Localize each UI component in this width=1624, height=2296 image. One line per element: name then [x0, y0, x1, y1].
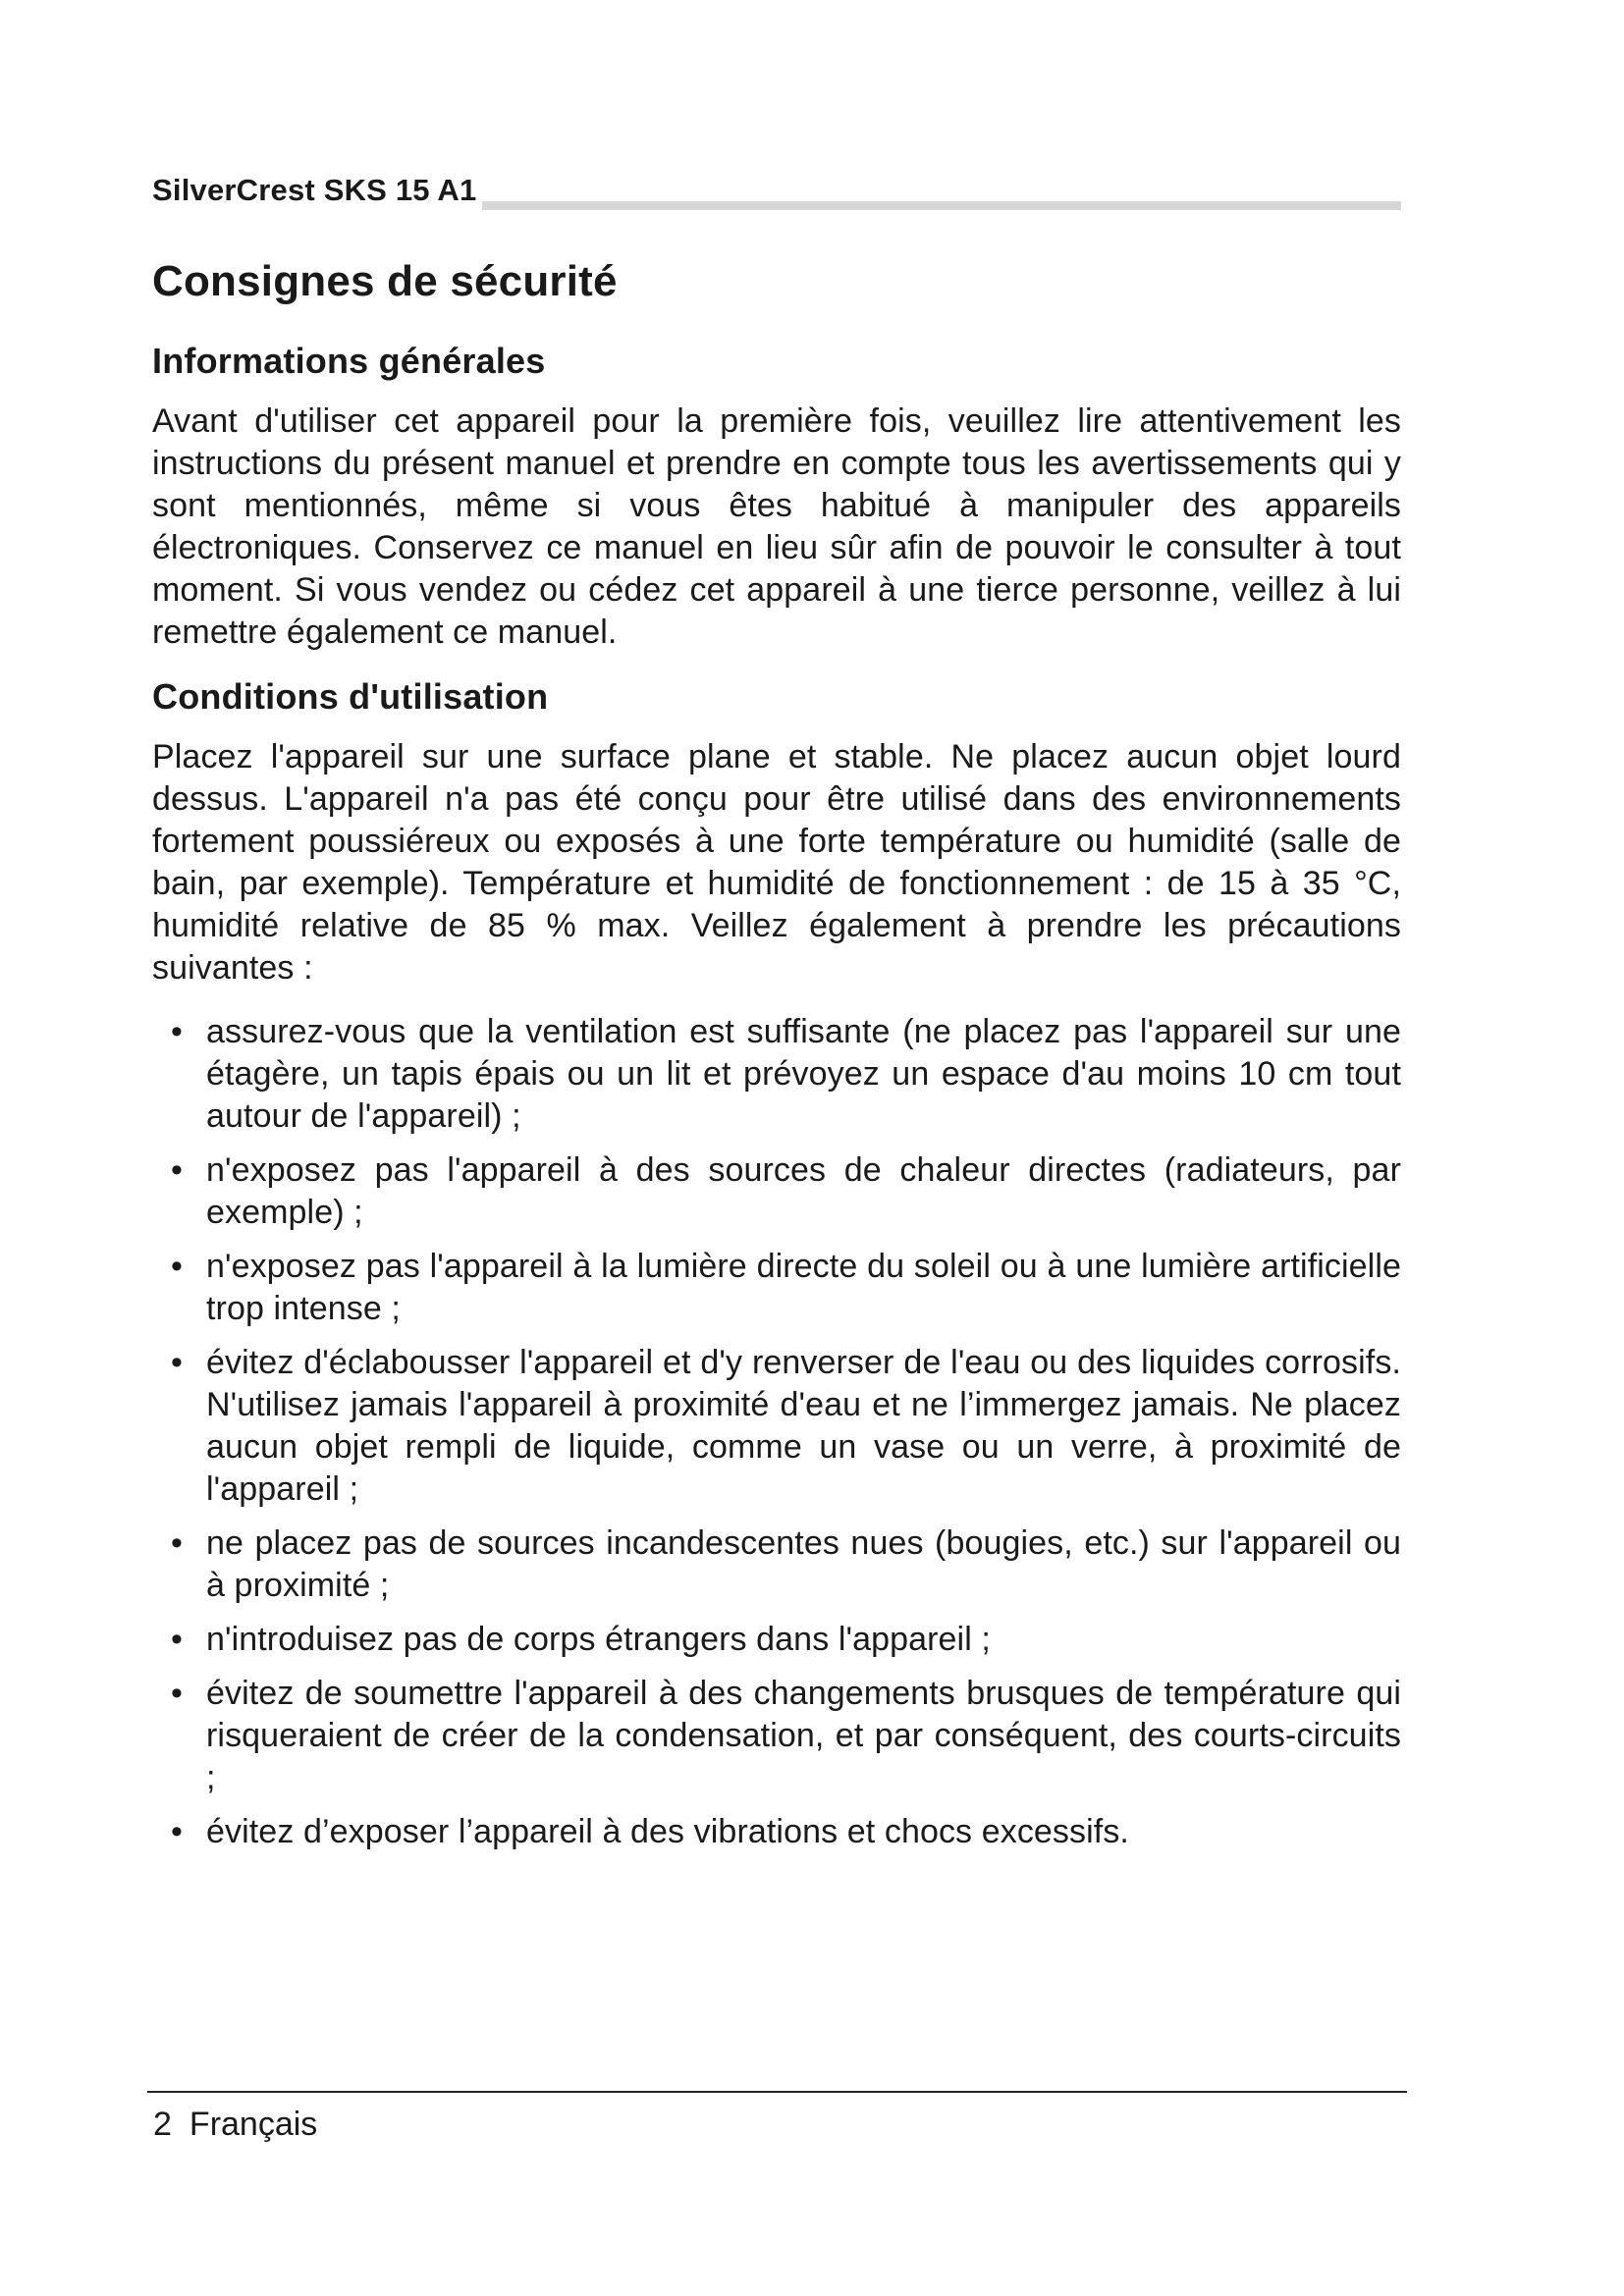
list-item — [152, 1673, 1401, 1799]
page-content — [152, 253, 1401, 1865]
list-item — [152, 1522, 1401, 1607]
precautions-list — [152, 1011, 1401, 1853]
list-item — [152, 1342, 1401, 1511]
section-heading-conditions: Conditions d'utilisation — [152, 676, 549, 717]
bullet-icon: • — [170, 1621, 183, 1658]
section-general-information — [152, 340, 1401, 654]
bullet-icon: • — [170, 1151, 183, 1189]
page-header — [152, 169, 1401, 216]
paragraph-conditions: Placez l'appareil sur une surface plane et stable. Ne placez aucun objet lourd dessus. L'appareil n'a pas été conçu pour être utilisé dans des environnements fortement poussiéreux ou exposés à une forte température ou humidité (salle de bain, par exemple). Température et humidité de fonctionnement : de 15 à 35 °C, humidité relative de 85 % max. Veillez également à prendre les précautions suivantes : — [152, 738, 1401, 987]
list-item — [152, 1811, 1401, 1853]
page-footer — [147, 2091, 1407, 2146]
section-conditions-of-use — [152, 675, 1401, 1853]
bullet-icon: • — [170, 1813, 183, 1850]
list-item — [152, 1619, 1401, 1661]
product-name: SilverCrest SKS 15 A1 — [152, 171, 482, 210]
list-item-text: n'introduisez pas de corps étrangers dans l'appareil ; — [206, 1621, 991, 1658]
list-item-text: évitez de soumettre l'appareil à des changements brusques de température qui risqueraient de créer de la condensation, et par conséquent, des courts-circuits ; — [206, 1675, 1401, 1796]
bullet-icon: • — [170, 1344, 183, 1381]
list-item — [152, 1011, 1401, 1138]
list-item-text: assurez-vous que la ventilation est suffisante (ne placez pas l'appareil sur une étagère, un tapis épais ou un lit et prévoyez un espace d'au moins 10 cm tout autour de l'appareil) ; — [206, 1013, 1401, 1135]
list-item — [152, 1149, 1401, 1234]
bullet-icon: • — [170, 1248, 183, 1285]
list-item-text: n'exposez pas l'appareil à des sources de chaleur directes (radiateurs, par exemple) ; — [206, 1151, 1401, 1231]
bullet-icon: • — [170, 1675, 183, 1712]
paragraph-general: Avant d'utiliser cet appareil pour la première fois, veuillez lire attentivement les instructions du présent manuel et prendre en compte tous les avertissements qui y sont mentionnés, même si vous êtes habitué à manipuler des appareils électroniques. Conservez ce manuel en lieu sûr afin de pouvoir le consulter à tout moment. Si vous vendez ou cédez cet appareil à une tierce personne, veillez à lui remettre également ce manuel. — [152, 402, 1401, 651]
footer-language: Français — [189, 2106, 318, 2143]
bullet-icon: • — [170, 1013, 183, 1050]
list-item — [152, 1246, 1401, 1330]
list-item-text: évitez d’exposer l’appareil à des vibrations et chocs excessifs. — [206, 1813, 1129, 1850]
list-item-text: n'exposez pas l'appareil à la lumière directe du soleil ou à une lumière artificielle trop intense ; — [206, 1248, 1401, 1327]
bullet-icon: • — [170, 1524, 183, 1562]
footer-rule — [147, 2091, 1407, 2093]
page-title: Consignes de sécurité — [152, 257, 618, 305]
list-item-text: évitez d'éclabousser l'appareil et d'y renverser de l'eau ou des liquides corrosifs. N'utilisez jamais l'appareil à proximité d'eau et ne l’immergez jamais. Ne placez aucun objet rempli de liquide, comme un vase ou un verre, à proximité de l'appareil ; — [206, 1344, 1401, 1508]
footer-text — [147, 2103, 1407, 2146]
page-number: 2 — [153, 2106, 172, 2143]
list-item-text: ne placez pas de sources incandescentes nues (bougies, etc.) sur l'appareil ou à proximité ; — [206, 1524, 1401, 1604]
section-heading-general: Informations générales — [152, 341, 546, 381]
